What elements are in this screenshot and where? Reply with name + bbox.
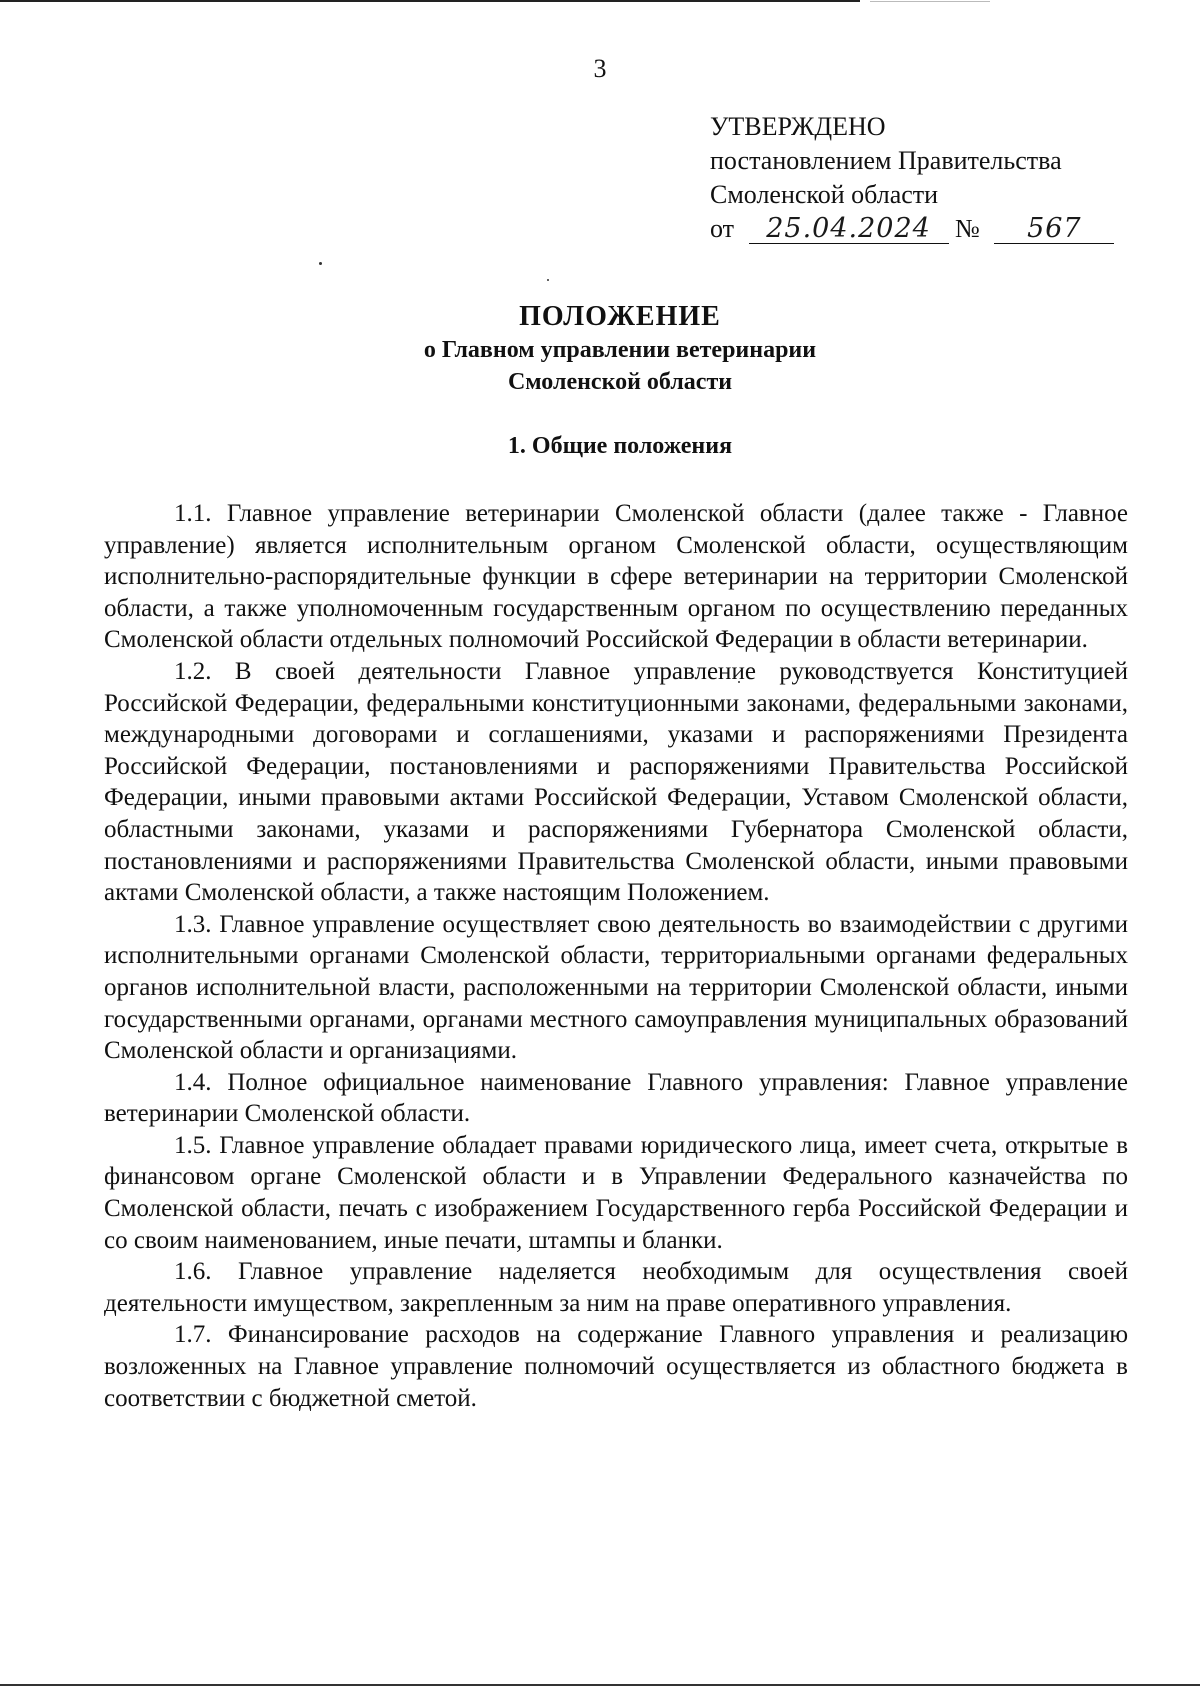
handwritten-date: 25.04.2024: [749, 215, 949, 244]
document-subtitle-line-2: Смоленской области: [507, 369, 733, 395]
scan-speck: [319, 262, 322, 265]
approval-line-1: постановлением Правительства: [710, 146, 1062, 175]
paragraph-1-7: 1.7. Финансирование расходов на содержание Главного управления и реализацию возложенных на Главное управление полномочий осуществляется из областного бюджета в соответствии с бюджетной сметой.: [104, 1321, 1128, 1412]
paragraph-1-2: 1.2. В своей деятельности Главное управление руководствуется Конституцией Российской Федерации, федеральными конституционными законами, федеральными законами, международными договорами и соглашениями, указами и распоряжениями Президента Российской Федерации, постановлениями и распоряжениями Правительства Российской Федерации, иными правовыми актами Российской Федерации, Уставом Смоленской области, областными законами, указами и распоряжениями Губернатора Смоленской области, постановлениями и распоряжениями Правительства Смоленской области, иными правовыми актами Смоленской области, а также настоящим Положением.: [104, 657, 1128, 907]
approval-date-line: [710, 212, 1114, 246]
approval-title: УТВЕРЖДЕНО: [710, 112, 886, 141]
paragraph-1-5: 1.5. Главное управление обладает правами юридического лица, имеет счета, открытые в финансовом органе Смоленской области и в Управлении Федерального казначейства по Смоленской области, печать с изображением Государственного герба Российской Федерации и со своим наименованием, иные печати, штампы и бланки.: [104, 1131, 1128, 1254]
document-title-block: [0, 300, 1200, 398]
scan-edge-top: [0, 0, 860, 2]
page-number: 3: [593, 54, 607, 83]
paragraph-1-3: 1.3. Главное управление осуществляет свою деятельность во взаимодействии с другими исполнительными органами Смоленской области, территориальными органами федеральных органов исполнительной власти, расположенными на территории Смоленской области, иными государственными органами, органами местного самоуправления муниципальных образований Смоленской области и организациями.: [104, 910, 1128, 1065]
paragraph-1-1: 1.1. Главное управление ветеринарии Смоленской области (далее также - Главное управление) является исполнительным органом Смоленской области, осуществляющим исполнительно-распорядительные функции в сфере ветеринарии на территории Смоленской области, а также уполномоченным государственным органом по осуществлению переданных Смоленской области отдельных полномочий Российской Федерации в области ветеринарии.: [104, 500, 1128, 654]
scan-edge-bottom: [0, 1684, 1200, 1686]
section-body: [104, 498, 1128, 1414]
number-prefix: №: [955, 214, 980, 243]
approval-line-2: Смоленской области: [710, 180, 939, 209]
scan-edge-top-faint: [870, 1, 990, 2]
approval-stamp-block: [710, 110, 1114, 246]
document-title: ПОЛОЖЕНИЕ: [519, 301, 721, 332]
section-heading: 1. Общие положения: [507, 433, 733, 459]
paragraph-1-4: 1.4. Полное официальное наименование Главного управления: Главное управление ветеринарии Смоленской области.: [104, 1068, 1128, 1128]
scan-speck: [547, 279, 549, 281]
handwritten-number: 567: [994, 215, 1114, 244]
paragraph-1-6: 1.6. Главное управление наделяется необходимым для осуществления своей деятельности имуществом, закрепленным за ним на праве оперативного управления.: [104, 1258, 1128, 1317]
document-subtitle-line-1: о Главном управлении ветеринарии: [423, 337, 817, 363]
date-prefix: от: [710, 214, 735, 243]
